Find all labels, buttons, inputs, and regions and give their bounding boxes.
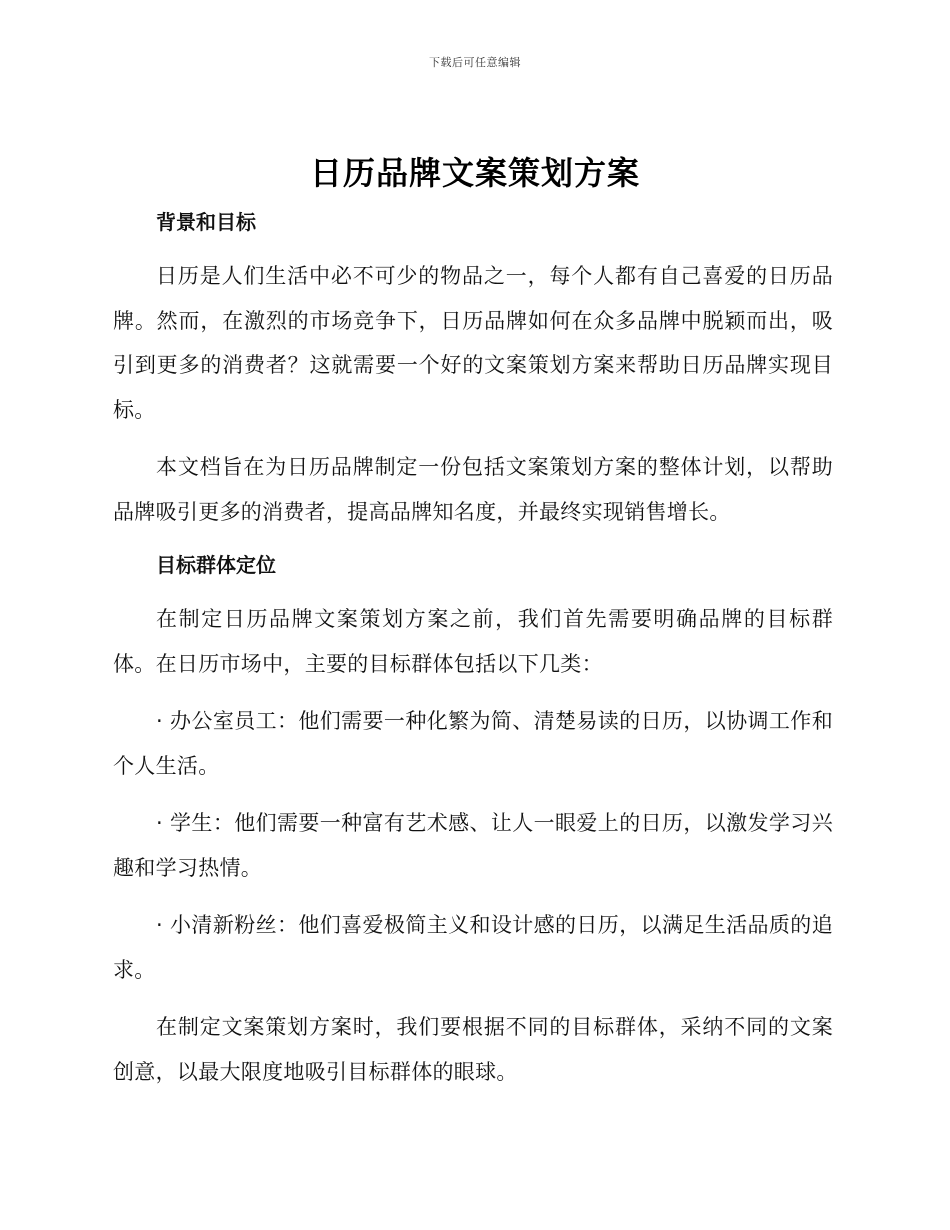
document-body — [113, 204, 833, 1107]
header-note: 下载后可任意编辑 — [429, 56, 521, 69]
paragraph: 本文档旨在为日历品牌制定一份包括文案策划方案的整体计划，以帮助品牌吸引更多的消费者，提高品牌知名度，并最终实现销售增长。 — [113, 455, 833, 524]
bullet-item-minimalist-fans: · 小清新粉丝：他们喜爱极简主义和设计感的日历，以满足生活品质的追求。 — [113, 913, 833, 982]
section-background-goals — [113, 204, 833, 534]
document-title: 日历品牌文案策划方案 — [309, 154, 640, 192]
paragraph: 在制定文案策划方案时，我们要根据不同的目标群体，采纳不同的文案创意，以最大限度地吸引目标群体的眼球。 — [113, 1015, 833, 1084]
paragraph: 在制定日历品牌文案策划方案之前，我们首先需要明确品牌的目标群体。在日历市场中，主要的目标群体包括以下几类： — [113, 607, 833, 676]
bullet-item-office-workers: · 办公室员工：他们需要一种化繁为简、清楚易读的日历，以协调工作和个人生活。 — [113, 709, 833, 778]
bullet-item-students: · 学生：他们需要一种富有艺术感、让人一眼爱上的日历，以激发学习兴趣和学习热情。 — [113, 811, 833, 880]
section-heading: 目标群体定位 — [156, 553, 276, 577]
section-target-audience — [113, 547, 833, 1094]
paragraph: 日历是人们生活中必不可少的物品之一，每个人都有自己喜爱的日历品牌。然而，在激烈的市场竞争下，日历品牌如何在众多品牌中脱颖而出，吸引到更多的消费者？这就需要一个好的文案策划方案来帮助日历品牌实现目标。 — [113, 264, 833, 422]
section-heading: 背景和目标 — [156, 210, 256, 234]
